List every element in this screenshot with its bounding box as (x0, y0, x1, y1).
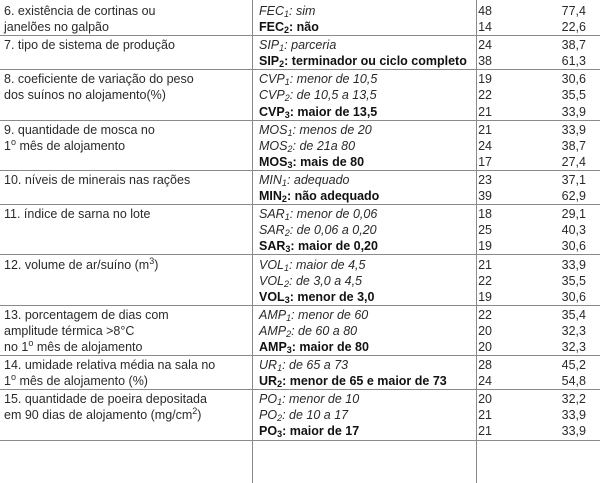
table-row (0, 103, 600, 121)
table-row (0, 18, 600, 36)
variable-group (0, 171, 600, 205)
category-label: $SIP_1$: parceria (259, 38, 337, 54)
count-value: 20 (478, 392, 492, 407)
count-value: 17 (478, 154, 492, 169)
percent-value: 38,7 (561, 138, 586, 153)
count-value: 25 (478, 223, 492, 238)
variable-group (0, 121, 600, 171)
variable-label: 7. tipo de sistema de produção (4, 38, 175, 53)
count-value: 18 (478, 207, 492, 222)
variable-label: 1$^o$ mês de alojamento (%) (4, 372, 148, 389)
table-row (0, 153, 600, 171)
variable-group (0, 36, 600, 70)
category-label: $VOL_3$: menor de 3,0 (259, 289, 375, 305)
variable-label: 14. umidade relativa média na sala no (4, 358, 216, 373)
count-value: 22 (478, 273, 492, 288)
variable-group (0, 70, 600, 120)
count-value: 24 (478, 38, 492, 53)
category-label: $FEC_1$: sim (259, 4, 316, 19)
table-row (0, 52, 600, 70)
variable-group (0, 356, 600, 390)
variable-label: 9. quantidade de mosca no (4, 122, 155, 137)
percent-value: 33,9 (561, 122, 586, 137)
percent-value: 32,2 (561, 392, 586, 407)
percent-value: 37,1 (561, 173, 586, 187)
percent-value: 77,4 (561, 4, 586, 18)
count-value: 38 (478, 54, 492, 69)
variable-label: amplitude térmica >8°C (4, 323, 135, 338)
variable-label: no 1$^o$ mês de alojamento (4, 337, 143, 354)
count-value: 20 (478, 339, 492, 354)
category-label: $CVP_3$: maior de 13,5 (259, 104, 378, 120)
category-label: $CVP_2$: de 10,5 a 13,5 (259, 88, 377, 104)
percent-value: 62,9 (561, 189, 586, 204)
count-value: 28 (478, 358, 492, 373)
category-label: $UR_2$: menor de 65 e maior de 73 (259, 374, 447, 390)
variable-group (0, 306, 600, 356)
category-label: $SAR_3$: maior de 0,20 (259, 239, 378, 255)
count-value: 21 (478, 104, 492, 119)
category-label: $AMP_3$: maior de 80 (259, 339, 369, 355)
category-label: $AMP_2$: de 60 a 80 (259, 323, 358, 339)
percent-value: 30,6 (561, 72, 586, 87)
category-label: $FEC_2$: não (259, 20, 319, 36)
count-value: 23 (478, 173, 492, 187)
percent-value: 35,5 (561, 88, 586, 103)
count-value: 19 (478, 289, 492, 304)
category-label: $PO_2$: de 10 a 17 (259, 408, 349, 424)
percent-value: 27,4 (561, 154, 586, 169)
category-label: $MIN_1$: adequado (259, 173, 350, 188)
variable-group (0, 390, 600, 440)
percent-value: 54,8 (561, 374, 586, 389)
percent-value: 61,3 (561, 54, 586, 69)
count-value: 22 (478, 307, 492, 322)
category-label: $MOS_2$: de 21a 80 (259, 138, 356, 154)
percent-value: 33,9 (561, 104, 586, 119)
variable-label: dos suínos no alojamento(%) (4, 88, 166, 103)
variable-group (0, 205, 600, 255)
variable-label: 15. quantidade de poeira depositada (4, 392, 207, 407)
percent-value: 22,6 (561, 20, 586, 35)
category-label: $SAR_1$: menor de 0,06 (259, 207, 378, 223)
count-value: 22 (478, 88, 492, 103)
table-row (0, 237, 600, 255)
category-label: $VOL_1$: maior de 4,5 (259, 257, 366, 273)
percent-value: 32,3 (561, 339, 586, 354)
table-row (0, 372, 600, 390)
percent-value: 30,6 (561, 239, 586, 254)
variable-label: 6. existência de cortinas ou (4, 4, 156, 18)
percent-value: 29,1 (561, 207, 586, 222)
category-label: $MOS_1$: menos de 20 (259, 122, 372, 138)
table-row (0, 187, 600, 205)
table-row (0, 338, 600, 356)
count-value: 20 (478, 323, 492, 338)
category-label: $MOS_3$: mais de 80 (259, 154, 365, 170)
variable-label: 12. volume de ar/suíno $(m^3)$ (4, 255, 159, 272)
percent-value: 30,6 (561, 289, 586, 304)
variable-label: 1$^o$ mês de alojamento (4, 136, 126, 153)
count-value: 24 (478, 138, 492, 153)
count-value: 19 (478, 239, 492, 254)
percent-value: 38,7 (561, 38, 586, 53)
table-row (0, 422, 600, 440)
variable-label: 13. porcentagem de dias com (4, 307, 169, 322)
category-label: $SIP_2$: terminador ou ciclo completo (259, 54, 467, 70)
percent-value: 33,9 (561, 408, 586, 423)
variable-label: 11. índice de sarna no lote (4, 207, 151, 222)
category-label: $CVP_1$: menor de 10,5 (259, 72, 378, 88)
variable-label: 8. coeficiente de variação do peso (4, 72, 194, 87)
variable-group (0, 256, 600, 306)
percent-value: 45,2 (561, 358, 586, 373)
count-value: 48 (478, 4, 492, 18)
category-label: $PO_3$: maior de 17 (259, 424, 360, 440)
percent-value: 33,9 (561, 424, 586, 439)
table-row (0, 288, 600, 306)
category-label: $PO_1$: menor de 10 (259, 392, 360, 408)
variable-label: janelões no galpão (4, 20, 109, 35)
variable-group (0, 2, 600, 36)
percent-value: 33,9 (561, 257, 586, 272)
category-label: $UR_1$: de 65 a 73 (259, 358, 349, 374)
count-value: 21 (478, 408, 492, 423)
category-label: $MIN_2$: não adequado (259, 189, 380, 205)
category-label: $AMP_1$: menor de 60 (259, 307, 369, 323)
count-value: 24 (478, 374, 492, 389)
count-value: 14 (478, 20, 492, 35)
count-value: 21 (478, 424, 492, 439)
percent-value: 40,3 (561, 223, 586, 238)
count-value: 39 (478, 189, 492, 204)
count-value: 21 (478, 122, 492, 137)
variable-label: 10. níveis de minerais nas rações (4, 173, 191, 187)
percent-value: 32,3 (561, 323, 586, 338)
count-value: 21 (478, 257, 492, 272)
count-value: 19 (478, 72, 492, 87)
variable-label: em 90 dias de alojamento $(mg/cm^2)$ (4, 406, 202, 423)
percent-value: 35,4 (561, 307, 586, 322)
category-label: $SAR_2$: de 0,06 a 0,20 (259, 223, 377, 239)
category-label: $VOL_2$: de 3,0 a 4,5 (259, 273, 363, 289)
percent-value: 35,5 (561, 273, 586, 288)
